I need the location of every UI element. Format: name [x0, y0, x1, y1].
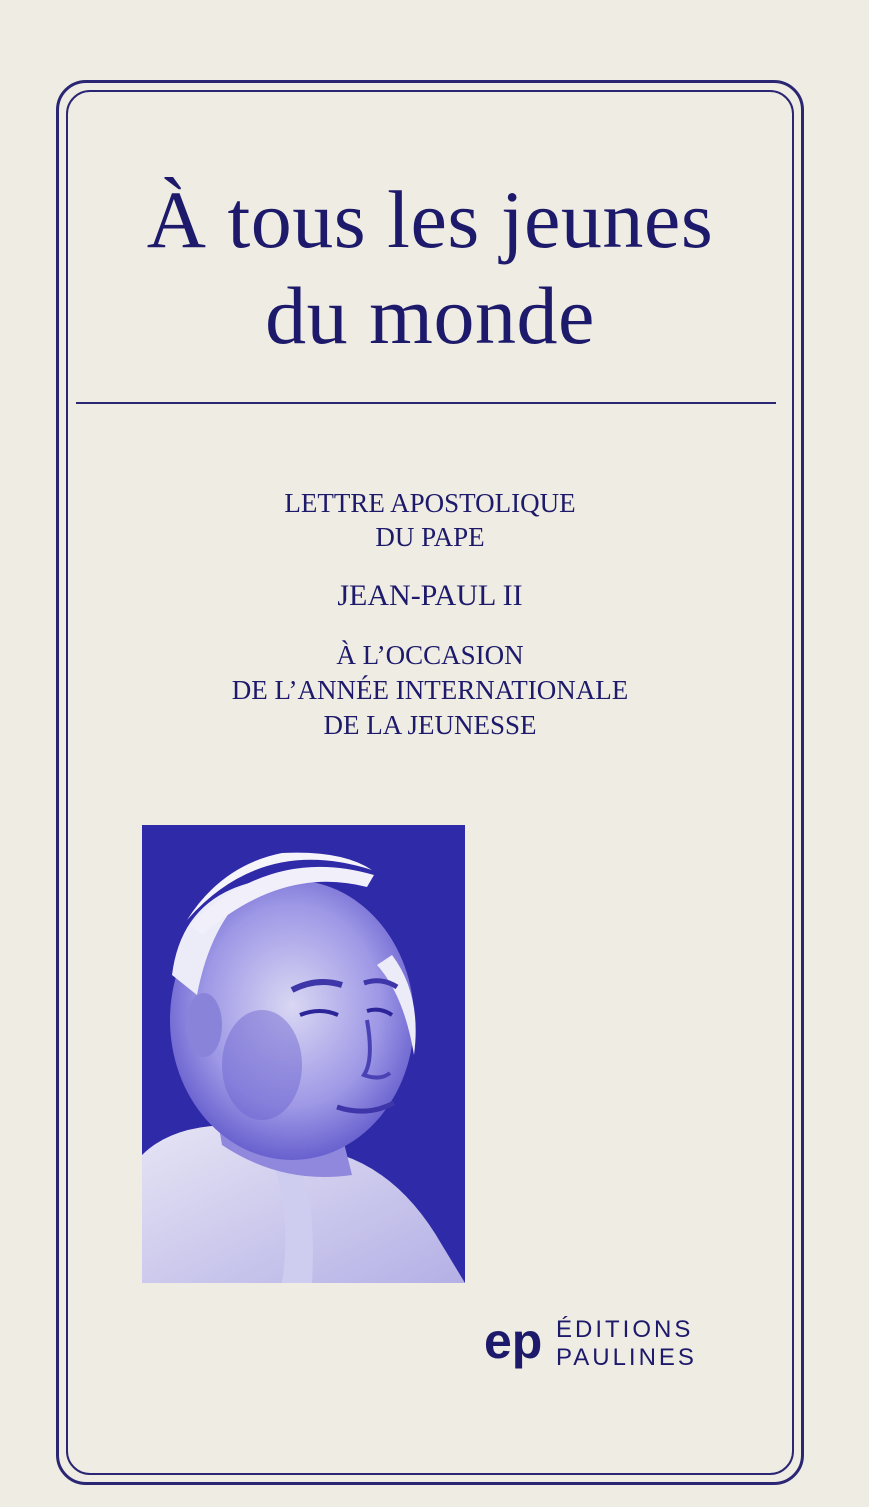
subtitle-line-2: DU PAPE	[375, 522, 485, 552]
portrait-illustration	[142, 825, 465, 1283]
book-title	[66, 172, 794, 364]
title-line-1: À tous les jeunes	[146, 174, 714, 265]
publisher-name	[556, 1316, 697, 1372]
subtitle-block	[66, 486, 794, 554]
subtitle-line-1: LETTRE APOSTOLIQUE	[284, 488, 576, 518]
publisher-mark	[484, 1314, 697, 1374]
title-line-2: du monde	[265, 270, 595, 361]
portrait-photo	[142, 825, 465, 1283]
occasion-line-1: À L’OCCASION	[336, 640, 524, 670]
author-name: JEAN-PAUL II	[337, 579, 523, 612]
occasion-block	[66, 638, 794, 743]
publisher-line-2: PAULINES	[556, 1344, 697, 1371]
occasion-line-3: DE LA JEUNESSE	[323, 710, 537, 740]
title-divider	[76, 402, 776, 404]
occasion-line-2: DE L’ANNÉE INTERNATIONALE	[231, 675, 629, 705]
logo-letters: ep	[484, 1314, 543, 1369]
publisher-line-1: ÉDITIONS	[556, 1316, 694, 1343]
publisher-logo-icon	[484, 1314, 552, 1374]
